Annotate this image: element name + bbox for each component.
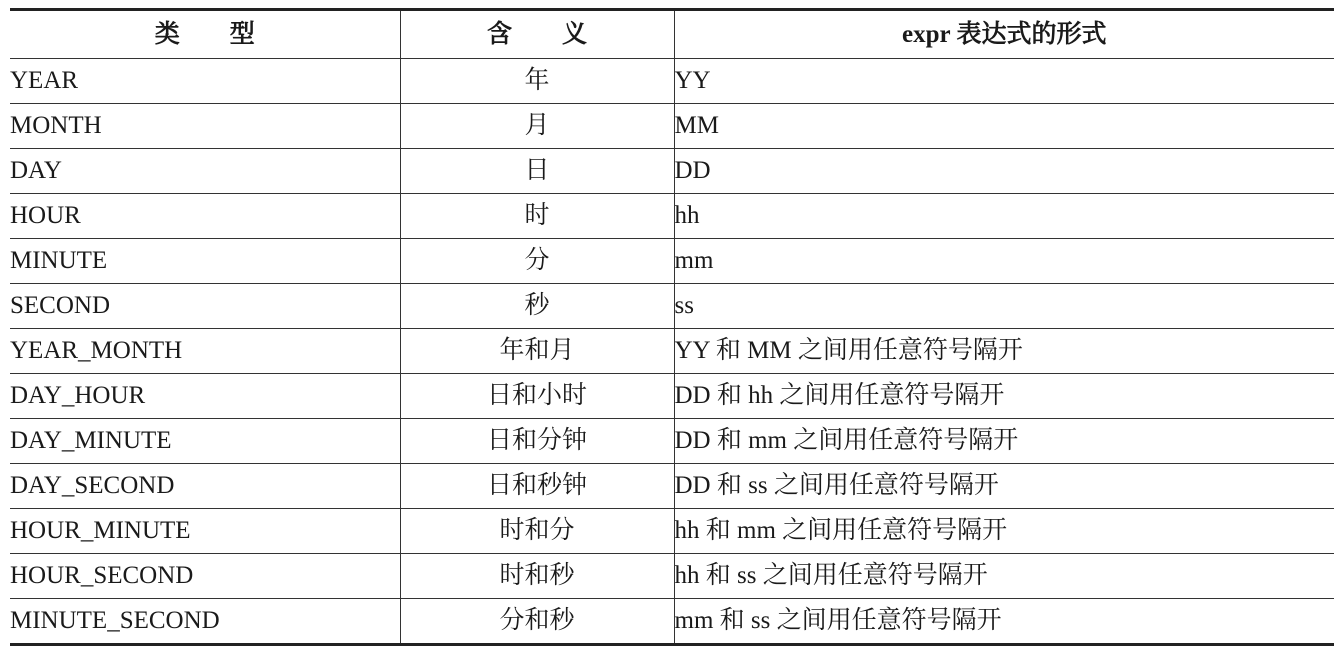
cell-expr-form: DD 和 hh 之间用任意符号隔开 <box>674 374 1334 419</box>
table-row <box>10 239 1334 284</box>
cell-meaning: 年和月 <box>400 329 674 374</box>
table-row <box>10 284 1334 329</box>
cell-meaning: 日和分钟 <box>400 419 674 464</box>
cell-meaning: 分和秒 <box>400 599 674 645</box>
header-meaning: 含 义 <box>400 10 674 59</box>
table-row <box>10 59 1334 104</box>
cell-expr-form: DD 和 mm 之间用任意符号隔开 <box>674 419 1334 464</box>
cell-meaning: 年 <box>400 59 674 104</box>
cell-type: MONTH <box>10 104 400 149</box>
interval-type-table <box>10 8 1334 646</box>
table-row <box>10 104 1334 149</box>
table-row <box>10 554 1334 599</box>
table-row <box>10 599 1334 645</box>
cell-expr-form: YY 和 MM 之间用任意符号隔开 <box>674 329 1334 374</box>
cell-expr-form: MM <box>674 104 1334 149</box>
table-row <box>10 149 1334 194</box>
cell-expr-form: hh 和 mm 之间用任意符号隔开 <box>674 509 1334 554</box>
header-expr-form: expr 表达式的形式 <box>674 10 1334 59</box>
cell-meaning: 秒 <box>400 284 674 329</box>
table-row <box>10 509 1334 554</box>
cell-meaning: 日和小时 <box>400 374 674 419</box>
cell-type: HOUR_SECOND <box>10 554 400 599</box>
table-row <box>10 194 1334 239</box>
cell-expr-form: YY <box>674 59 1334 104</box>
table-row <box>10 419 1334 464</box>
table-row <box>10 329 1334 374</box>
cell-meaning: 分 <box>400 239 674 284</box>
cell-expr-form: hh 和 ss 之间用任意符号隔开 <box>674 554 1334 599</box>
cell-meaning: 日和秒钟 <box>400 464 674 509</box>
cell-expr-form: hh <box>674 194 1334 239</box>
table-row <box>10 374 1334 419</box>
cell-type: MINUTE <box>10 239 400 284</box>
cell-type: DAY_SECOND <box>10 464 400 509</box>
cell-type: YEAR <box>10 59 400 104</box>
cell-type: HOUR_MINUTE <box>10 509 400 554</box>
cell-type: DAY <box>10 149 400 194</box>
header-row <box>10 10 1334 59</box>
cell-type: HOUR <box>10 194 400 239</box>
table-row <box>10 464 1334 509</box>
cell-expr-form: DD <box>674 149 1334 194</box>
cell-meaning: 时 <box>400 194 674 239</box>
cell-expr-form: ss <box>674 284 1334 329</box>
cell-expr-form: DD 和 ss 之间用任意符号隔开 <box>674 464 1334 509</box>
cell-type: DAY_MINUTE <box>10 419 400 464</box>
cell-meaning: 月 <box>400 104 674 149</box>
cell-type: MINUTE_SECOND <box>10 599 400 645</box>
cell-expr-form: mm <box>674 239 1334 284</box>
cell-type: DAY_HOUR <box>10 374 400 419</box>
table-header <box>10 10 1334 59</box>
table-body <box>10 59 1334 645</box>
cell-meaning: 日 <box>400 149 674 194</box>
cell-type: SECOND <box>10 284 400 329</box>
cell-type: YEAR_MONTH <box>10 329 400 374</box>
cell-meaning: 时和秒 <box>400 554 674 599</box>
cell-meaning: 时和分 <box>400 509 674 554</box>
header-type: 类 型 <box>10 10 400 59</box>
cell-expr-form: mm 和 ss 之间用任意符号隔开 <box>674 599 1334 645</box>
